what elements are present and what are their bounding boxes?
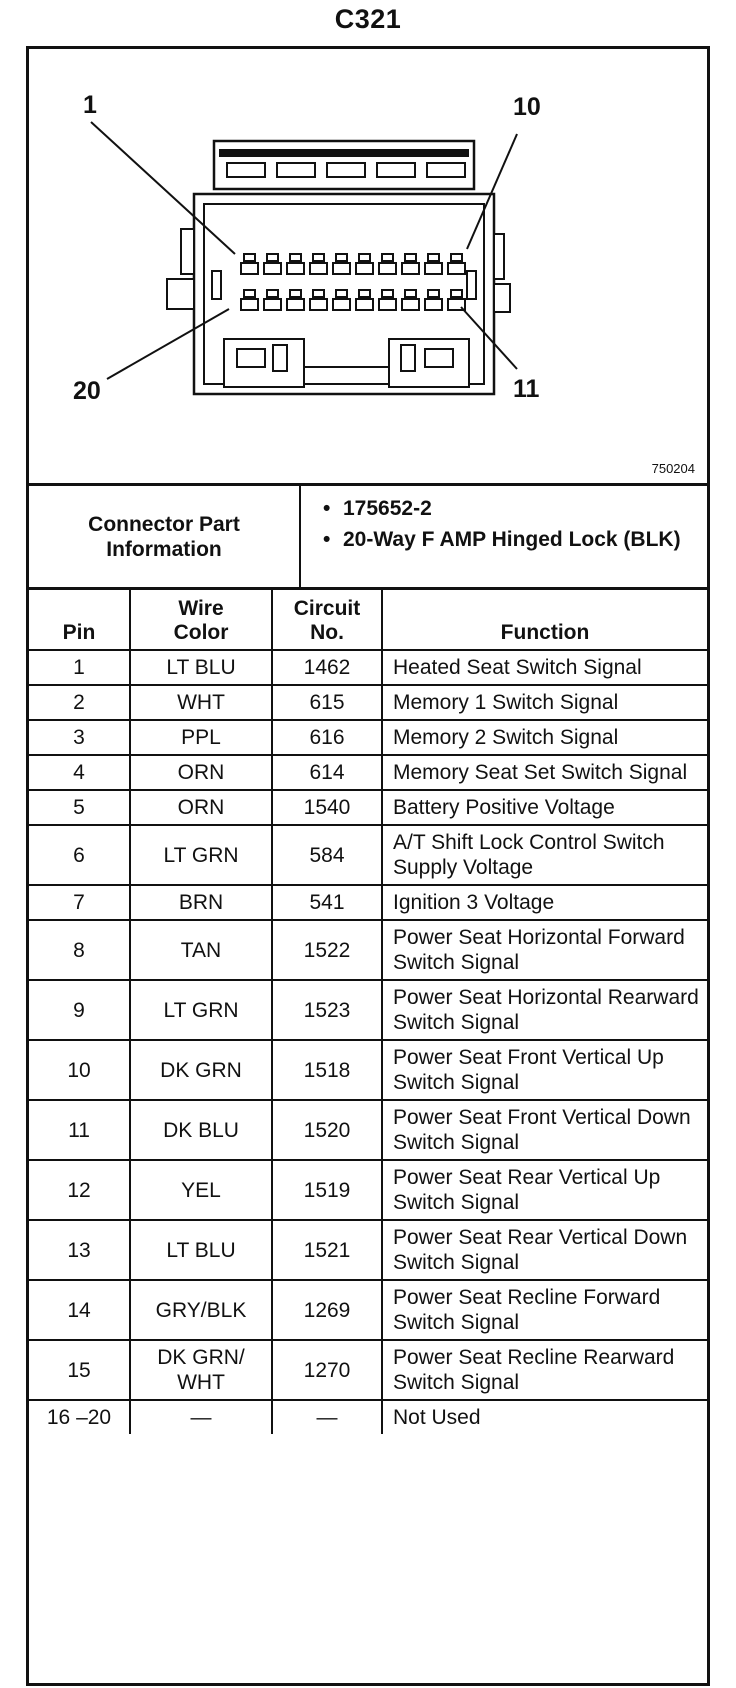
wire-color-cell: —	[130, 1400, 272, 1434]
function-cell: Memory 1 Switch Signal	[382, 685, 707, 720]
latch-slot	[377, 163, 415, 177]
circuit-cell: 1519	[272, 1160, 382, 1220]
circuit-cell: 1518	[272, 1040, 382, 1100]
terminal-cavity	[402, 299, 419, 310]
part-number: • 175652-2	[321, 496, 703, 521]
table-row	[29, 1340, 707, 1400]
latch-slot	[427, 163, 465, 177]
terminal-cavity	[290, 290, 301, 297]
terminal-cavity	[333, 263, 350, 274]
function-cell: Power Seat Horizontal Rearward Switch Signal	[382, 980, 707, 1040]
wire-color-cell: LT BLU	[130, 1220, 272, 1280]
function-cell: Not Used	[382, 1400, 707, 1434]
circuit-cell: 615	[272, 685, 382, 720]
circuit-cell: 616	[272, 720, 382, 755]
terminal-cavity	[425, 299, 442, 310]
pin-cell: 15	[29, 1340, 130, 1400]
terminal-cavity	[290, 254, 301, 261]
function-cell: Power Seat Front Vertical Up Switch Signal	[382, 1040, 707, 1100]
table-row	[29, 650, 707, 685]
wire-color-cell: WHT	[130, 685, 272, 720]
pin-cell: 7	[29, 885, 130, 920]
terminal-cavity	[448, 263, 465, 274]
terminal-cavity	[241, 299, 258, 310]
pin-table	[29, 589, 707, 1434]
wire-color-cell: DK GRN	[130, 1040, 272, 1100]
wire-color-cell: YEL	[130, 1160, 272, 1220]
latch-slot	[327, 163, 365, 177]
table-row	[29, 685, 707, 720]
circuit-cell: 1522	[272, 920, 382, 980]
table-row	[29, 755, 707, 790]
function-cell: Power Seat Horizontal Forward Switch Signal	[382, 920, 707, 980]
latch-slot	[277, 163, 315, 177]
terminal-cavity	[356, 263, 373, 274]
function-cell: Power Seat Front Vertical Down Switch Signal	[382, 1100, 707, 1160]
terminal-cavity	[264, 263, 281, 274]
pin-cell: 8	[29, 920, 130, 980]
pin-table-header	[29, 589, 707, 650]
circuit-cell: —	[272, 1400, 382, 1434]
terminal-cavity	[356, 299, 373, 310]
table-row	[29, 1400, 707, 1434]
pin-20-callout: 20	[73, 377, 101, 405]
pin-cell: 9	[29, 980, 130, 1040]
function-cell: Power Seat Rear Vertical Up Switch Signal	[382, 1160, 707, 1220]
table-row	[29, 825, 707, 885]
table-row	[29, 1100, 707, 1160]
terminal-cavity	[313, 290, 324, 297]
terminal-cavity	[287, 299, 304, 310]
pin-11-callout: 11	[513, 375, 540, 403]
pin-cell: 12	[29, 1160, 130, 1220]
header-wire-color-label: Wire Color	[173, 597, 229, 644]
connector-part-info	[29, 486, 707, 590]
circuit-cell: 1521	[272, 1220, 382, 1280]
circuit-cell: 614	[272, 755, 382, 790]
circuit-cell: 1462	[272, 650, 382, 685]
pin-10-callout: 10	[513, 93, 541, 121]
wire-color-cell: GRY/BLK	[130, 1280, 272, 1340]
wire-color-cell: LT GRN	[130, 825, 272, 885]
connector-face-diagram	[29, 49, 707, 483]
header-pin: Pin	[29, 589, 130, 650]
wire-color-cell: ORN	[130, 790, 272, 825]
wire-color-cell: ORN	[130, 755, 272, 790]
terminal-cavity	[313, 254, 324, 261]
pin-1-callout: 1	[83, 91, 97, 119]
circuit-cell: 1540	[272, 790, 382, 825]
terminal-cavity	[310, 299, 327, 310]
circuit-cell: 584	[272, 825, 382, 885]
function-cell: Ignition 3 Voltage	[382, 885, 707, 920]
connector-sheet	[26, 46, 710, 1686]
wire-color-cell: BRN	[130, 885, 272, 920]
terminal-cavity	[379, 299, 396, 310]
terminal-cavity	[451, 254, 462, 261]
circuit-cell: 1269	[272, 1280, 382, 1340]
terminal-cavity	[267, 254, 278, 261]
table-row	[29, 1040, 707, 1100]
table-row	[29, 1220, 707, 1280]
header-circuit-label: Circuit No.	[293, 597, 361, 644]
terminal-cavity	[425, 263, 442, 274]
terminal-cavity	[379, 263, 396, 274]
latch-slot	[227, 163, 265, 177]
terminal-cavity	[428, 290, 439, 297]
figure-id: 750204	[651, 461, 695, 476]
table-row	[29, 720, 707, 755]
terminal-cavity	[310, 263, 327, 274]
wire-color-cell: LT BLU	[130, 650, 272, 685]
terminal-cavity	[336, 290, 347, 297]
terminal-cavity	[359, 290, 370, 297]
function-cell: Memory Seat Set Switch Signal	[382, 755, 707, 790]
function-cell: A/T Shift Lock Control Switch Supply Voltage	[382, 825, 707, 885]
terminal-cavity	[382, 254, 393, 261]
terminal-cavity	[244, 254, 255, 261]
wire-color-cell: PPL	[130, 720, 272, 755]
terminal-cavity	[336, 254, 347, 261]
wire-color-cell: TAN	[130, 920, 272, 980]
pin-cell: 1	[29, 650, 130, 685]
part-description: • 20-Way F AMP Hinged Lock (BLK)	[321, 527, 703, 552]
function-cell: Power Seat Recline Forward Switch Signal	[382, 1280, 707, 1340]
terminal-cavity	[402, 263, 419, 274]
pin-cell: 16 –20	[29, 1400, 130, 1434]
terminal-cavity	[244, 290, 255, 297]
function-cell: Heated Seat Switch Signal	[382, 650, 707, 685]
circuit-cell: 541	[272, 885, 382, 920]
part-info-list	[321, 496, 703, 558]
table-row	[29, 885, 707, 920]
part-info-label: Connector Part Information	[29, 486, 301, 587]
terminal-cavity	[241, 263, 258, 274]
table-row	[29, 790, 707, 825]
terminal-cavity	[359, 254, 370, 261]
pin-cell: 6	[29, 825, 130, 885]
connector-figure	[29, 49, 707, 486]
table-row	[29, 920, 707, 980]
terminal-cavity	[267, 290, 278, 297]
pin-cell: 11	[29, 1100, 130, 1160]
table-row	[29, 1160, 707, 1220]
wire-color-cell: DK BLU	[130, 1100, 272, 1160]
pin-cell: 14	[29, 1280, 130, 1340]
function-cell: Power Seat Rear Vertical Down Switch Signal	[382, 1220, 707, 1280]
wire-color-cell: LT GRN	[130, 980, 272, 1040]
pin-cell: 5	[29, 790, 130, 825]
header-function: Function	[382, 589, 707, 650]
header-circuit	[272, 589, 382, 650]
wire-color-cell: DK GRN/ WHT	[130, 1340, 272, 1400]
pin-cell: 10	[29, 1040, 130, 1100]
function-cell: Battery Positive Voltage	[382, 790, 707, 825]
function-cell: Memory 2 Switch Signal	[382, 720, 707, 755]
terminal-cavity	[264, 299, 281, 310]
pin-cell: 3	[29, 720, 130, 755]
circuit-cell: 1523	[272, 980, 382, 1040]
terminal-cavity	[405, 290, 416, 297]
function-cell: Power Seat Recline Rearward Switch Signal	[382, 1340, 707, 1400]
terminal-cavity	[287, 263, 304, 274]
pin-cell: 4	[29, 755, 130, 790]
terminal-cavity	[405, 254, 416, 261]
circuit-cell: 1520	[272, 1100, 382, 1160]
pin-cell: 13	[29, 1220, 130, 1280]
circuit-cell: 1270	[272, 1340, 382, 1400]
header-wire-color	[130, 589, 272, 650]
pin-cell: 2	[29, 685, 130, 720]
terminal-cavity	[451, 290, 462, 297]
table-row	[29, 1280, 707, 1340]
terminal-cavity	[382, 290, 393, 297]
connector-title: C321	[334, 4, 402, 34]
terminal-cavity	[333, 299, 350, 310]
terminal-cavity	[428, 254, 439, 261]
table-row	[29, 980, 707, 1040]
